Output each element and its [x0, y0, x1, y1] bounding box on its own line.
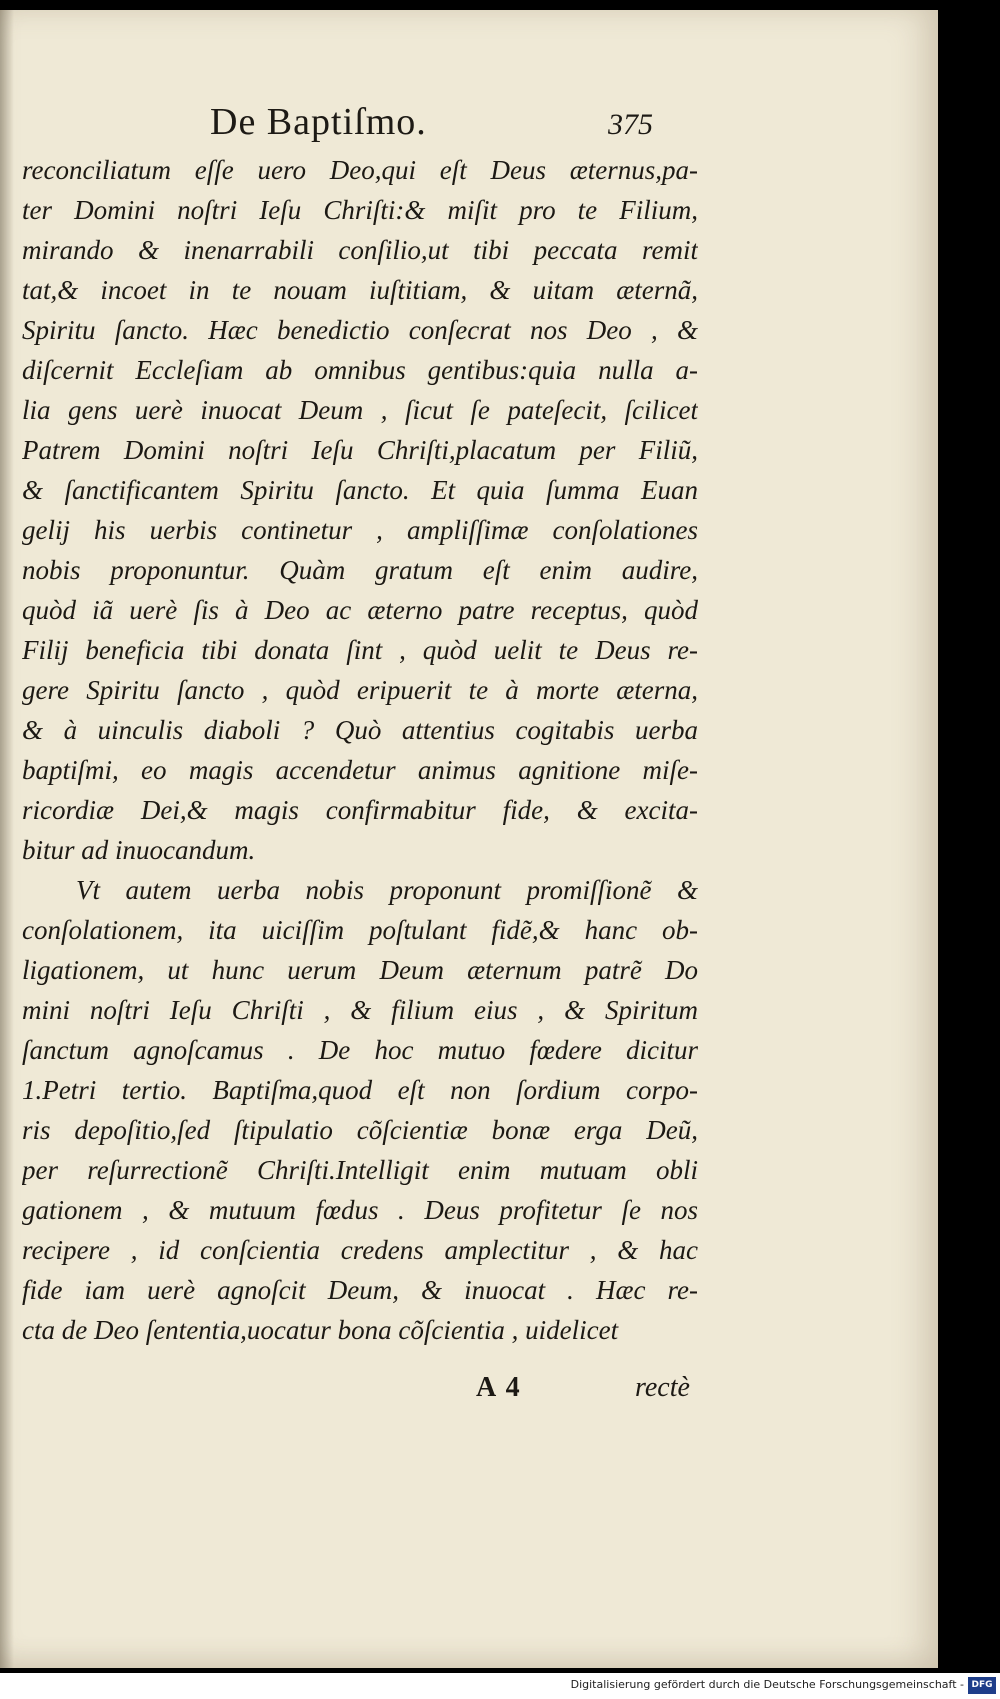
text-line: per reſurrectionẽ Chriſti.Intelligit enim mutuam obli [22, 1155, 698, 1185]
text-line: ligationem, ut hunc uerum Deum æternum patrẽ Do [22, 955, 698, 985]
page-footer [0, 1372, 938, 1412]
text-line: reconciliatum eſſe uero Deo,qui eſt Deus æternus,pa- [22, 155, 698, 185]
catchword: rectè [635, 1372, 690, 1403]
text-line: cta de Deo ſententia,uocatur bona cõſcientia , uidelicet [22, 1315, 619, 1345]
text-line: ſanctum agnoſcamus . De hoc mutuo fœdere dicitur [22, 1035, 698, 1065]
main-text [22, 150, 698, 1350]
text-line: diſcernit Eccleſiam ab omnibus gentibus:quia nulla a- [22, 355, 698, 385]
text-line: ris depoſitio,ſed ſtipulatio cõſcientiæ bonæ erga Deũ, [22, 1115, 698, 1145]
text-line: lia gens uerè inuocat Deum , ſicut ſe pateſecit, ſcilicet [22, 395, 698, 425]
page-number: 375 [608, 108, 653, 141]
text-line: bitur ad inuocandum. [22, 835, 256, 865]
text-line: conſolationem, ita uiciſſim poſtulant fidẽ,& hanc ob- [22, 915, 698, 945]
text-line: tat,& incoet in te nouam iuſtitiam, & uitam æternã, [22, 275, 698, 305]
text-line: mini noſtri Ieſu Chriſti , & filium eius , & Spiritum [22, 995, 698, 1025]
paragraph-1 [22, 150, 698, 870]
paragraph-2 [22, 870, 698, 1350]
text-line: gelij his uerbis continetur , ampliſſimæ conſolationes [22, 515, 698, 545]
text-line: fide iam uerè agnoſcit Deum, & inuocat . Hæc re- [22, 1275, 698, 1305]
text-line: Spiritu ſancto. Hæc benedictio conſecrat nos Deo , & [22, 315, 698, 345]
credit-bar [0, 1673, 1000, 1699]
text-line: mirando & inenarrabili conſilio,ut tibi peccata remit [22, 235, 698, 265]
page-header [0, 88, 938, 148]
text-line: gere Spiritu ſancto , quòd eripuerit te à morte æterna, [22, 675, 698, 705]
text-line: Patrem Domini noſtri Ieſu Chriſti,placatum per Filiũ, [22, 435, 698, 465]
text-line: ricordiæ Dei,& magis confirmabitur fide, & excita- [22, 795, 698, 825]
text-line: baptiſmi, eo magis accendetur animus agnitione miſe- [22, 755, 698, 785]
text-line: & à uinculis diaboli ? Quò attentius cogitabis uerba [22, 715, 698, 745]
text-line: nobis proponuntur. Quàm gratum eſt enim audire, [22, 555, 698, 585]
text-line: quòd iã uerè ſis à Deo ac æterno patre receptus, quòd [22, 595, 698, 625]
text-line: Filij beneficia tibi donata ſint , quòd uelit te Deus re- [22, 635, 698, 665]
book-page [0, 10, 938, 1668]
signature-mark: A 4 [476, 1372, 522, 1403]
text-line: gationem , & mutuum fœdus . Deus profitetur ſe nos [22, 1195, 698, 1225]
text-line: ter Domini noſtri Ieſu Chriſti:& miſit pro te Filium, [22, 195, 698, 225]
text-line: 1.Petri tertio. Baptiſma,quod eſt non ſordium corpo- [22, 1075, 698, 1105]
text-line: Vt autem uerba nobis proponunt promiſſionẽ & [76, 875, 698, 905]
credit-text: Digitalisierung gefördert durch die Deutsche Forschungsgemeinschaft - [570, 1678, 964, 1691]
gutter-shadow [0, 10, 14, 1668]
running-title: De Baptiſmo. [210, 101, 427, 143]
text-line: recipere , id conſcientia credens amplectitur , & hac [22, 1235, 698, 1265]
text-line: & ſanctificantem Spiritu ſancto. Et quia ſumma Euan [22, 475, 698, 505]
dfg-logo-icon: DFG [968, 1677, 996, 1694]
